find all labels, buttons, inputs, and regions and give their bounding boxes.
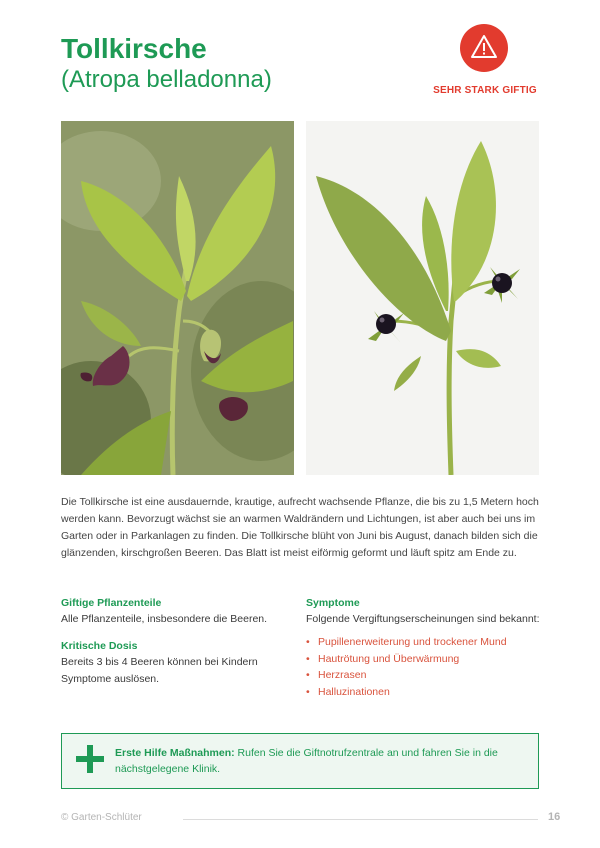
left-column — [61, 595, 286, 698]
footer-divider — [183, 819, 538, 820]
list-item: • Herzrasen — [306, 667, 541, 684]
giftig-text: Alle Pflanzenteile, insbesondere die Beeren. — [61, 613, 268, 625]
symptom-list — [306, 634, 541, 700]
intro-paragraph: Die Tollkirsche ist eine ausdauernde, krautige, aufrecht wachsende Pflanze, die bis zu 1,5 Metern hoch werden kann. Bevorzugt wächst sie an warmen Waldrändern und Lichtungen, ist aber auch bei uns im Garten oder in Parkanlagen zu finden. Die Tollkirsche blüht von Juni bis August, danach bilden sich die glänzenden, kirschgroßen Beeren. Das Blatt ist meist eiförmig geformt und läuft spitz am Ende zu. — [61, 496, 539, 559]
list-item: • Pupillenerweiterung und trockener Mund — [306, 634, 541, 651]
page-number: 16 — [548, 811, 561, 823]
warning-label: SEHR STARK GIFTIG — [433, 85, 537, 96]
warning-triangle-icon — [470, 33, 498, 61]
first-aid-label: Erste Hilfe Maßnahmen: — [115, 747, 235, 759]
plant-photo-flowers — [61, 121, 294, 475]
symptome-heading: Symptome — [306, 597, 360, 609]
giftig-heading: Giftige Pflanzenteile — [61, 597, 162, 609]
plus-icon — [76, 745, 104, 773]
page-title: Tollkirsche — [61, 33, 207, 64]
dosis-heading: Kritische Dosis — [61, 640, 138, 652]
first-aid-body: Rufen Sie die Giftnotrufzentrale an und fahren Sie in die nächstgelegene Klinik. — [115, 747, 498, 775]
list-item: • Hautrötung und Überwärmung — [306, 651, 541, 668]
first-aid-text — [115, 745, 515, 777]
page-subtitle: (Atropa belladonna) — [61, 66, 272, 93]
list-item: • Halluzinationen — [306, 684, 541, 701]
warning-badge — [460, 24, 508, 72]
plant-photo-berries — [306, 121, 539, 475]
footer-copyright: © Garten-Schlüter — [61, 812, 142, 823]
symptome-text: Folgende Vergiftungserscheinungen sind bekannt: — [306, 613, 540, 625]
first-aid-box — [61, 733, 539, 789]
right-column — [306, 595, 541, 700]
dosis-text: Bereits 3 bis 4 Beeren können bei Kindern Symptome auslösen. — [61, 656, 258, 685]
